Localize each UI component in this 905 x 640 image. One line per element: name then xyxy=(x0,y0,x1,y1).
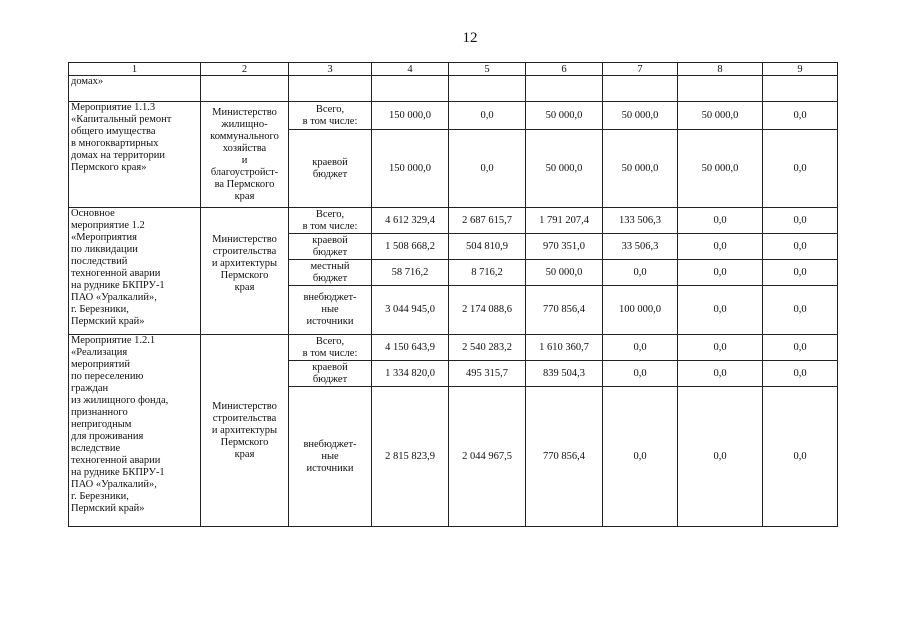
value-cell: 2 174 088,6 xyxy=(449,286,526,335)
empty-cell xyxy=(289,76,372,102)
column-number: 5 xyxy=(449,63,526,76)
value-cell: 1 791 207,4 xyxy=(526,208,603,234)
value-cell: 133 506,3 xyxy=(603,208,678,234)
measure-cell: Мероприятие 1.2.1 «Реализация мероприятий по переселению граждан из жилищного фонда, признанного непригодным для проживания вследствие техногенной аварии на руднике БКПРУ-1 ПАО «Уралкалий», г. Березники, Пермский край» xyxy=(69,335,201,527)
value-cell: 50 000,0 xyxy=(603,102,678,130)
value-cell: 0,0 xyxy=(678,234,763,260)
value-cell: 0,0 xyxy=(763,208,838,234)
agency-cell: Министерство строительства и архитектуры Пермского края xyxy=(201,208,289,335)
table-row xyxy=(69,102,838,130)
column-number-row xyxy=(69,63,838,76)
value-cell: 4 150 643,9 xyxy=(372,335,449,361)
value-cell: 0,0 xyxy=(763,130,838,208)
measure-cell: Основное мероприятие 1.2 «Мероприятия по ликвидации последствий техногенной аварии на руднике БКПРУ-1 ПАО «Уралкалий», г. Березники, Пермский край» xyxy=(69,208,201,335)
value-cell: 0,0 xyxy=(763,335,838,361)
column-number: 6 xyxy=(526,63,603,76)
value-cell: 0,0 xyxy=(678,208,763,234)
empty-cell xyxy=(678,76,763,102)
value-cell: 50 000,0 xyxy=(678,102,763,130)
value-cell: 0,0 xyxy=(678,260,763,286)
value-cell: 495 315,7 xyxy=(449,361,526,387)
column-number: 8 xyxy=(678,63,763,76)
value-cell: 1 508 668,2 xyxy=(372,234,449,260)
page-number: 12 xyxy=(462,30,478,46)
column-number: 2 xyxy=(201,63,289,76)
column-number: 1 xyxy=(69,63,201,76)
value-cell: 0,0 xyxy=(678,361,763,387)
source-cell: краевой бюджет xyxy=(289,234,372,260)
value-cell: 50 000,0 xyxy=(603,130,678,208)
column-number: 7 xyxy=(603,63,678,76)
budget-table xyxy=(68,62,838,527)
value-cell: 2 044 967,5 xyxy=(449,387,526,527)
value-cell: 33 506,3 xyxy=(603,234,678,260)
column-number: 3 xyxy=(289,63,372,76)
measure-cell: Мероприятие 1.1.3 «Капитальный ремонт общего имущества в многоквартирных домах на территории Пермского края» xyxy=(69,102,201,208)
value-cell: 2 815 823,9 xyxy=(372,387,449,527)
value-cell: 4 612 329,4 xyxy=(372,208,449,234)
continuation-row xyxy=(69,76,838,102)
value-cell: 8 716,2 xyxy=(449,260,526,286)
empty-cell xyxy=(526,76,603,102)
empty-cell xyxy=(763,76,838,102)
value-cell: 0,0 xyxy=(603,335,678,361)
agency-cell: Министерство строительства и архитектуры Пермского края xyxy=(201,335,289,527)
value-cell: 2 540 283,2 xyxy=(449,335,526,361)
value-cell: 0,0 xyxy=(763,260,838,286)
value-cell: 58 716,2 xyxy=(372,260,449,286)
value-cell: 0,0 xyxy=(603,260,678,286)
value-cell: 0,0 xyxy=(763,234,838,260)
empty-cell xyxy=(603,76,678,102)
value-cell: 1 610 360,7 xyxy=(526,335,603,361)
value-cell: 1 334 820,0 xyxy=(372,361,449,387)
value-cell: 0,0 xyxy=(678,387,763,527)
empty-cell xyxy=(201,76,289,102)
table-row xyxy=(69,208,838,234)
table-row xyxy=(69,335,838,361)
value-cell: 504 810,9 xyxy=(449,234,526,260)
source-cell: Всего, в том числе: xyxy=(289,335,372,361)
value-cell: 0,0 xyxy=(678,335,763,361)
value-cell: 150 000,0 xyxy=(372,130,449,208)
value-cell: 0,0 xyxy=(678,286,763,335)
value-cell: 3 044 945,0 xyxy=(372,286,449,335)
value-cell: 770 856,4 xyxy=(526,387,603,527)
source-cell: внебюджет- ные источники xyxy=(289,387,372,527)
value-cell: 2 687 615,7 xyxy=(449,208,526,234)
value-cell: 0,0 xyxy=(449,102,526,130)
column-number: 4 xyxy=(372,63,449,76)
value-cell: 0,0 xyxy=(763,286,838,335)
value-cell: 0,0 xyxy=(763,102,838,130)
source-cell: краевой бюджет xyxy=(289,130,372,208)
value-cell: 0,0 xyxy=(763,361,838,387)
source-cell: Всего, в том числе: xyxy=(289,102,372,130)
source-cell: внебюджет- ные источники xyxy=(289,286,372,335)
source-cell: местный бюджет xyxy=(289,260,372,286)
source-cell: Всего, в том числе: xyxy=(289,208,372,234)
measure-cell: домах» xyxy=(69,76,201,102)
value-cell: 0,0 xyxy=(603,361,678,387)
agency-cell: Министерство жилищно- коммунального хозяйства и благоустройст- ва Пермского края xyxy=(201,102,289,208)
empty-cell xyxy=(449,76,526,102)
value-cell: 50 000,0 xyxy=(526,102,603,130)
value-cell: 770 856,4 xyxy=(526,286,603,335)
value-cell: 839 504,3 xyxy=(526,361,603,387)
value-cell: 0,0 xyxy=(763,387,838,527)
value-cell: 0,0 xyxy=(603,387,678,527)
column-number: 9 xyxy=(763,63,838,76)
value-cell: 50 000,0 xyxy=(526,130,603,208)
value-cell: 150 000,0 xyxy=(372,102,449,130)
source-cell: краевой бюджет xyxy=(289,361,372,387)
value-cell: 50 000,0 xyxy=(526,260,603,286)
value-cell: 50 000,0 xyxy=(678,130,763,208)
empty-cell xyxy=(372,76,449,102)
value-cell: 970 351,0 xyxy=(526,234,603,260)
value-cell: 100 000,0 xyxy=(603,286,678,335)
value-cell: 0,0 xyxy=(449,130,526,208)
